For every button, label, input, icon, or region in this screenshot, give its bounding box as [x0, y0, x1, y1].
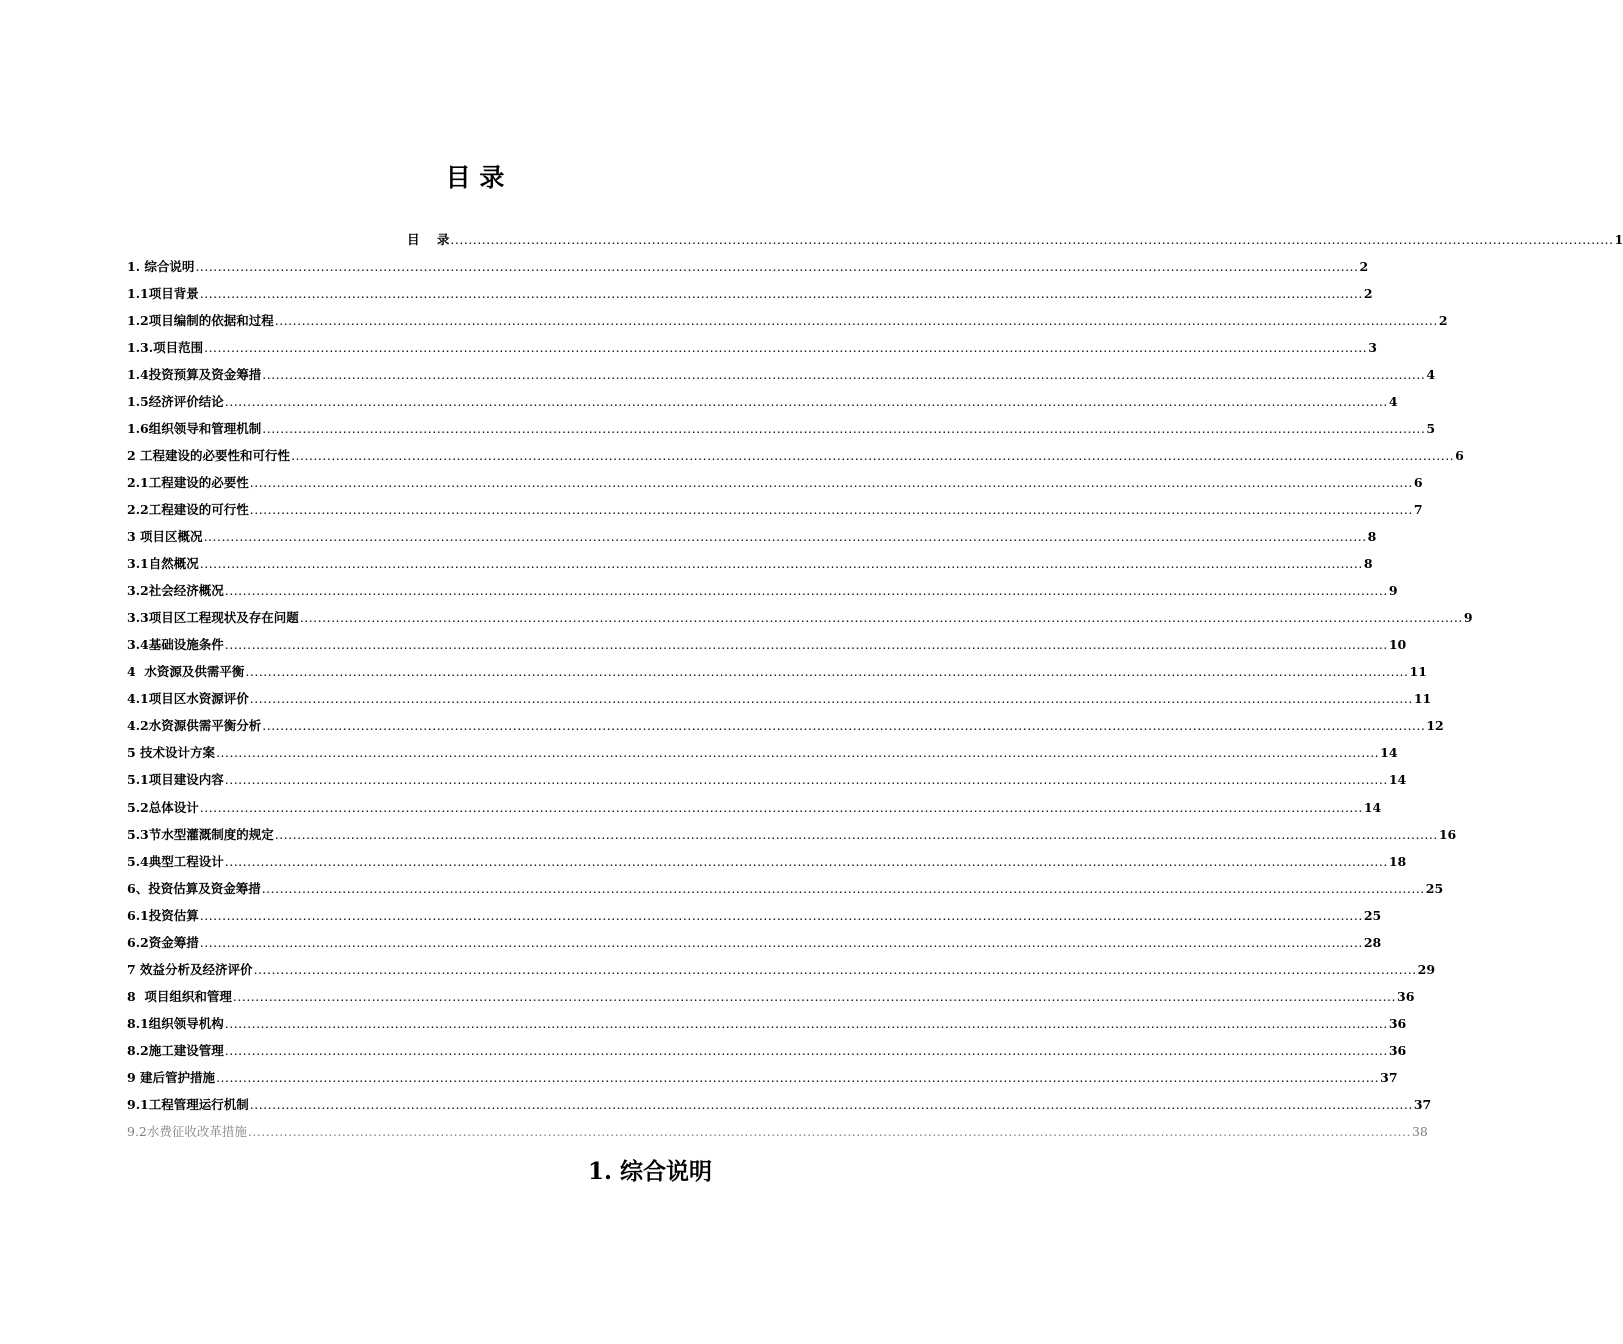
toc-entry-label: 目 录	[407, 231, 450, 247]
toc-leader-dots: ....................................................................................................................................................................................................................................................................	[224, 1042, 1388, 1058]
toc-entry[interactable]	[127, 679, 1432, 707]
toc-leader-dots: ....................................................................................................................................................................................................................................................................	[224, 637, 1388, 653]
toc-entry-page: 36	[1388, 1015, 1407, 1031]
toc-entry[interactable]	[127, 706, 1444, 734]
toc-entry[interactable]	[127, 354, 1436, 382]
toc-leader-dots: ....................................................................................................................................................................................................................................................................	[224, 583, 1388, 599]
toc-entry-page: 12	[1426, 718, 1444, 734]
toc-leader-dots: ....................................................................................................................................................................................................................................................................	[224, 772, 1388, 788]
toc-leader-dots: ....................................................................................................................................................................................................................................................................	[249, 1097, 1413, 1113]
toc-entry-label: 9.2水费征收改革措施	[127, 1124, 247, 1140]
toc-entry[interactable]	[127, 435, 1464, 463]
toc-entry-page: 25	[1425, 880, 1444, 896]
toc-entry-page: 14	[1388, 772, 1407, 788]
toc-leader-dots: ....................................................................................................................................................................................................................................................................	[224, 853, 1388, 869]
section-heading: 1. 综合说明	[588, 1158, 713, 1185]
toc-entry-label: 7 效益分析及经济评价	[127, 961, 253, 977]
toc-entry[interactable]	[127, 300, 1448, 328]
toc-entry[interactable]	[127, 408, 1436, 436]
toc-entry-page: 1	[1614, 231, 1623, 247]
toc-entry-label: 4.2水资源供需平衡分析	[127, 718, 262, 734]
toc-entry-page: 2	[1438, 312, 1448, 328]
page-title: 目 录	[445, 163, 505, 192]
toc-entry-label: 6.2资金筹措	[127, 934, 199, 950]
toc-entry-page: 28	[1363, 934, 1382, 950]
toc-entry-page: 29	[1417, 961, 1436, 977]
toc-leader-dots: ....................................................................................................................................................................................................................................................................	[199, 556, 1363, 572]
toc-leader-dots: ....................................................................................................................................................................................................................................................................	[199, 799, 1363, 815]
toc-entry[interactable]	[127, 598, 1473, 626]
toc-entry-label: 1.4投资预算及资金筹措	[127, 366, 262, 382]
toc-entry-page: 36	[1388, 1042, 1407, 1058]
toc-entry-label: 8.2施工建设管理	[127, 1042, 224, 1058]
toc-entry-label: 6、投资估算及资金筹措	[127, 880, 261, 896]
toc-entry-label: 4 水资源及供需平衡	[127, 664, 245, 680]
toc-entry-page: 37	[1380, 1070, 1398, 1085]
toc-leader-dots: ....................................................................................................................................................................................................................................................................	[216, 745, 1380, 761]
toc-entry[interactable]	[127, 462, 1423, 490]
toc-entry[interactable]	[127, 1003, 1407, 1031]
toc-entry[interactable]	[127, 1112, 1428, 1140]
toc-entry-label: 6.1投资估算	[127, 907, 199, 923]
toc-entry[interactable]	[127, 949, 1436, 977]
toc-entry-label: 3 项目区概况	[127, 529, 203, 545]
toc-entry-label: 4.1项目区水资源评价	[127, 691, 249, 707]
toc-leader-dots: ....................................................................................................................................................................................................................................................................	[245, 664, 1409, 680]
toc-leader-dots: ....................................................................................................................................................................................................................................................................	[203, 529, 1367, 545]
toc-leader-dots: ....................................................................................................................................................................................................................................................................	[262, 718, 1426, 734]
toc-entry-page: 4	[1426, 366, 1436, 382]
toc-entry-page: 9	[1463, 610, 1473, 626]
toc-entry-page: 38	[1411, 1124, 1428, 1140]
toc-entry-page: 18	[1388, 853, 1407, 869]
toc-entry-label: 3.4基础设施条件	[127, 637, 224, 653]
toc-entry-label: 1.6组织领导和管理机制	[127, 420, 262, 436]
toc-entry[interactable]	[127, 544, 1373, 572]
toc-entry-page: 6	[1455, 447, 1464, 463]
toc-entry-page: 11	[1409, 664, 1427, 680]
toc-leader-dots: ....................................................................................................................................................................................................................................................................	[195, 258, 1359, 274]
toc-entry-label: 1.2项目编制的依据和过程	[127, 312, 274, 328]
toc-leader-dots: ....................................................................................................................................................................................................................................................................	[204, 339, 1368, 355]
table-of-contents	[127, 219, 1623, 1140]
toc-leader-dots: ....................................................................................................................................................................................................................................................................	[216, 1070, 1380, 1085]
toc-entry-page: 11	[1413, 691, 1432, 707]
toc-leader-dots: ....................................................................................................................................................................................................................................................................	[199, 285, 1363, 301]
toc-entry-page: 5	[1426, 420, 1436, 436]
toc-leader-dots: ....................................................................................................................................................................................................................................................................	[253, 961, 1417, 977]
toc-entry-label: 5 技术设计方案	[127, 745, 216, 761]
toc-entry-label: 5.1项目建设内容	[127, 772, 224, 788]
toc-entry-page: 2	[1359, 258, 1369, 274]
toc-entry-page: 4	[1388, 393, 1398, 409]
toc-entry[interactable]	[127, 517, 1377, 545]
toc-leader-dots: ....................................................................................................................................................................................................................................................................	[199, 907, 1363, 923]
toc-entry-page: 6	[1413, 474, 1423, 490]
toc-leader-dots: ....................................................................................................................................................................................................................................................................	[291, 447, 1455, 463]
toc-entry[interactable]	[127, 219, 1623, 247]
toc-entry[interactable]	[127, 327, 1377, 355]
toc-entry[interactable]	[127, 489, 1423, 518]
toc-leader-dots: ....................................................................................................................................................................................................................................................................	[199, 934, 1363, 950]
toc-leader-dots: ....................................................................................................................................................................................................................................................................	[261, 880, 1425, 896]
toc-entry[interactable]	[127, 787, 1382, 815]
toc-leader-dots: ....................................................................................................................................................................................................................................................................	[274, 312, 1438, 328]
toc-entry[interactable]	[127, 976, 1415, 1004]
toc-entry-label: 5.2总体设计	[127, 799, 199, 815]
toc-entry[interactable]	[127, 760, 1407, 788]
toc-leader-dots: ....................................................................................................................................................................................................................................................................	[274, 826, 1438, 842]
toc-leader-dots: ....................................................................................................................................................................................................................................................................	[249, 474, 1413, 490]
toc-leader-dots: ....................................................................................................................................................................................................................................................................	[262, 366, 1426, 382]
toc-leader-dots: ....................................................................................................................................................................................................................................................................	[450, 231, 1614, 247]
toc-entry-page: 36	[1397, 988, 1415, 1004]
toc-leader-dots: ....................................................................................................................................................................................................................................................................	[232, 988, 1396, 1004]
toc-leader-dots: ....................................................................................................................................................................................................................................................................	[249, 502, 1413, 518]
toc-entry-label: 1.3.项目范围	[127, 339, 204, 355]
toc-leader-dots: ....................................................................................................................................................................................................................................................................	[262, 420, 1426, 436]
toc-entry-label: 1.5经济评价结论	[127, 393, 224, 409]
toc-entry-label: 3.3项目区工程现状及存在问题	[127, 610, 299, 626]
toc-entry-page: 3	[1368, 339, 1377, 355]
toc-entry-label: 8 项目组织和管理	[127, 988, 232, 1004]
toc-leader-dots: ....................................................................................................................................................................................................................................................................	[224, 1015, 1388, 1031]
toc-entry[interactable]	[127, 273, 1373, 301]
toc-entry-label: 3.1自然概况	[127, 556, 199, 572]
toc-entry[interactable]	[127, 1057, 1398, 1085]
toc-entry-label: 1. 综合说明	[127, 258, 195, 274]
toc-entry[interactable]	[127, 1085, 1432, 1113]
toc-entry[interactable]	[127, 381, 1398, 409]
toc-entry[interactable]	[127, 895, 1382, 923]
toc-entry-label: 2.2工程建设的可行性	[127, 502, 249, 518]
toc-leader-dots: ....................................................................................................................................................................................................................................................................	[247, 1124, 1411, 1140]
toc-entry[interactable]	[127, 1030, 1407, 1058]
toc-leader-dots: ....................................................................................................................................................................................................................................................................	[224, 393, 1388, 409]
toc-entry-label: 2.1工程建设的必要性	[127, 474, 249, 490]
toc-entry-label: 8.1组织领导机构	[127, 1015, 224, 1031]
toc-leader-dots: ....................................................................................................................................................................................................................................................................	[249, 691, 1413, 707]
toc-entry-page: 10	[1388, 637, 1407, 653]
toc-entry[interactable]	[127, 922, 1382, 950]
toc-entry-page: 9	[1388, 583, 1398, 599]
toc-leader-dots: ....................................................................................................................................................................................................................................................................	[299, 610, 1463, 626]
toc-entry-page: 14	[1380, 745, 1398, 761]
toc-entry-label: 1.1项目背景	[127, 285, 199, 301]
toc-entry-page: 37	[1413, 1097, 1432, 1113]
toc-entry-label: 2 工程建设的必要性和可行性	[127, 447, 291, 463]
toc-entry-label: 5.4典型工程设计	[127, 853, 224, 869]
toc-entry[interactable]	[127, 652, 1427, 680]
toc-entry-page: 14	[1363, 799, 1382, 815]
toc-entry[interactable]	[127, 868, 1444, 896]
toc-entry-page: 2	[1363, 285, 1373, 301]
toc-entry[interactable]	[127, 733, 1398, 761]
toc-entry-label: 9 建后管护措施	[127, 1070, 216, 1085]
toc-entry-page: 8	[1367, 529, 1377, 545]
toc-entry[interactable]	[127, 625, 1407, 653]
toc-entry-label: 9.1工程管理运行机制	[127, 1097, 249, 1113]
toc-entry-label: 5.3节水型灌溉制度的规定	[127, 826, 274, 842]
toc-entry[interactable]	[127, 841, 1407, 869]
toc-entry-label: 3.2社会经济概况	[127, 583, 224, 599]
toc-entry-page: 8	[1363, 556, 1373, 572]
toc-entry-page: 25	[1363, 907, 1382, 923]
toc-entry-page: 7	[1413, 502, 1423, 518]
toc-entry[interactable]	[127, 814, 1457, 842]
toc-entry[interactable]	[127, 571, 1398, 599]
toc-entry[interactable]	[127, 246, 1369, 274]
toc-entry-page: 16	[1438, 826, 1457, 842]
